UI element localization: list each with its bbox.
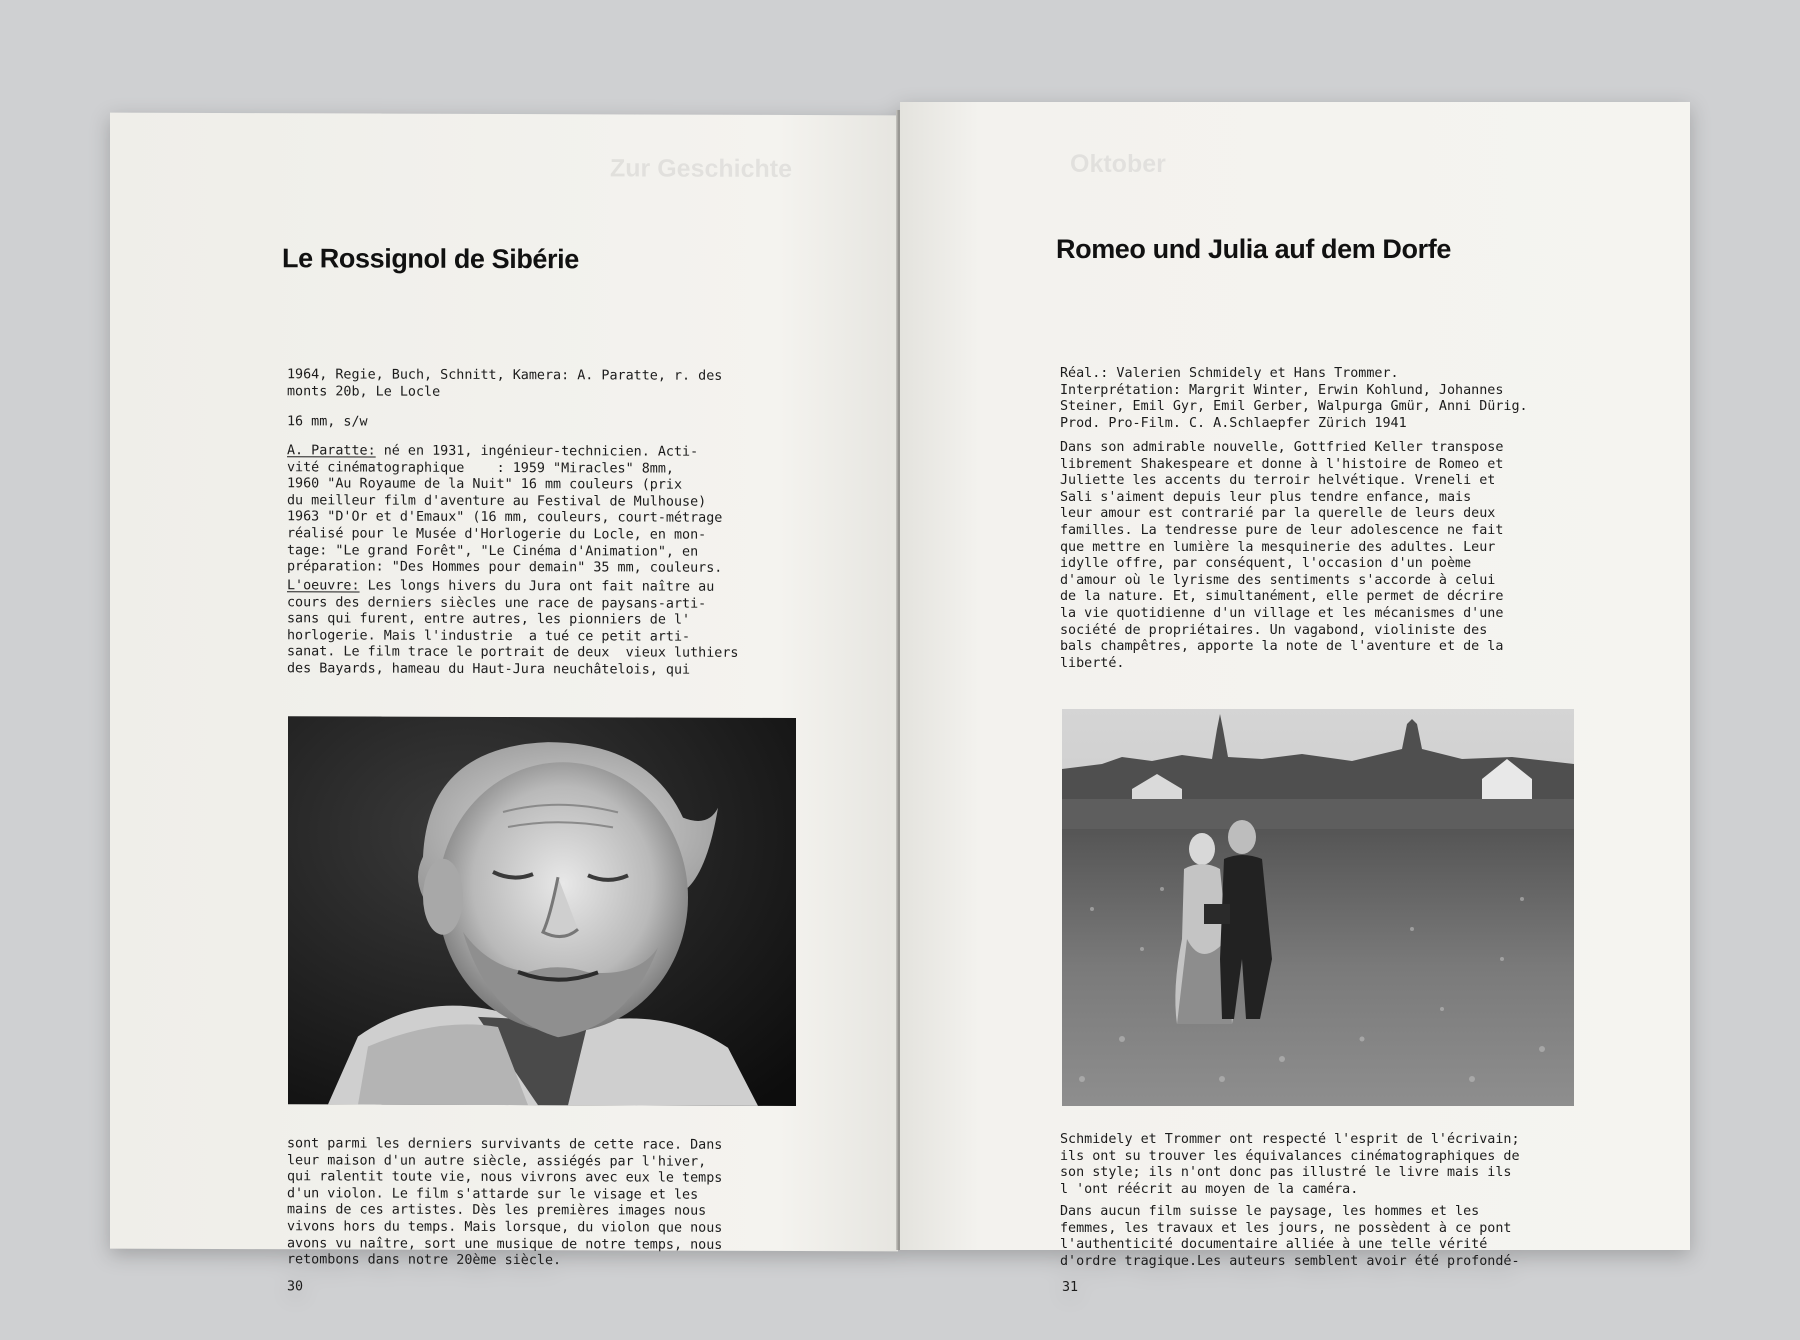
bio-line: 1963 "D'Or et d'Emaux" (16 mm, couleurs, court-métrage (287, 509, 723, 527)
right-page (900, 102, 1690, 1295)
couple-field-photo-image (1062, 709, 1574, 1106)
bio-line: vité cinématographique : 1959 "Miracles" 8mm, (287, 459, 674, 477)
closing-paragraph: Dans aucun film suisse le paysage, les hommes et les femmes, les travaux et les jours, ne possèdent à ce pont l'authenticité documentaire alliée à une telle vérité d'ordre tragique.Les auteurs semblent avoir été profondé- (1060, 1204, 1520, 1269)
oeuvre-line: Les longs hivers du Jura ont fait naître au (359, 578, 715, 595)
bio-label: A. Paratte: (287, 443, 376, 459)
left-page (110, 113, 898, 1295)
oeuvre-paragraph (287, 578, 738, 679)
oeuvre-line: des Bayards, hameau du Haut-Jura neuchâtelois, qui (287, 661, 691, 678)
page-title: Le Rossignol de Sibérie (282, 243, 579, 275)
credits-line: monts 20b, Le Locle (287, 383, 441, 400)
bio-line: tage: "Le grand Forêt", "Le Cinéma d'Animation", en (287, 542, 699, 560)
oeuvre-line: horlogerie. Mais l'industrie a tué ce petit arti- (287, 628, 691, 645)
bio-line: du meilleur film d'aventure au Festival de Mulhouse) (287, 493, 707, 510)
credits: Réal.: Valerien Schmidely et Hans Trommer. Interprétation: Margrit Winter, Erwin Kohlund, Johannes Steiner, Emil Gyr, Emil Gerber, Walpurga Gmür, Anni Dürig. Prod. Pro-Film. C. A.Schlaepfer Zürich 1941 (1060, 366, 1528, 431)
format-line: 16 mm, s/w (287, 414, 368, 430)
page-number: 31 (1062, 1280, 1079, 1295)
analysis-paragraph: Schmidely et Trommer ont respecté l'esprit de l'écrivain; ils ont su trouver les équivalances cinématographiques de son style; ils n'ont donc pas illustré le livre mais ils l 'ont réécrit au moyen de la caméra. (1060, 1132, 1520, 1197)
portrait-photo-image (288, 716, 796, 1106)
bio-line: réalisé pour le Musée d'Horlogerie du Locle, en mon- (287, 526, 707, 543)
portrait-photo (288, 716, 796, 1106)
open-booklet (110, 100, 1690, 1295)
show-through-text: Oktober (1070, 150, 1166, 178)
page-number: 30 (287, 1279, 304, 1295)
credits (287, 367, 722, 402)
closing-paragraph: sont parmi les derniers survivants de cette race. Dans leur maison d'un autre siècle, assiégés par l'hiver, qui ralentit toute vie, nous vivrons avec eux le temps d'un violon. Le film s'attarde sur le visage et les mains de ces artistes. Dès les premières images nous vivons hors du temps. Mais lorsque, du violon que nous avons vu naître, sort une musique de notre temps, nous retombons dans notre 20ème siècle. (287, 1136, 723, 1269)
credits-line: 1964, Regie, Buch, Schnitt, Kamera: A. Paratte, r. des (287, 367, 723, 384)
bio-line: né en 1931, ingénieur-technicien. Acti- (375, 443, 699, 460)
bio-line: 1960 "Au Royaume de la Nuit" 16 mm couleurs (prix (287, 476, 683, 493)
oeuvre-line: sans qui furent, entre autres, les pionniers de l' (287, 611, 691, 628)
oeuvre-line: sanat. Le film trace le portrait de deux vieux luthiers (287, 644, 739, 662)
oeuvre-line: cours des derniers siècles une race de paysans-arti- (287, 594, 707, 612)
couple-field-photo (1062, 709, 1574, 1106)
oeuvre-label: L'oeuvre: (287, 578, 360, 594)
synopsis-paragraph: Dans son admirable nouvelle, Gottfried Keller transpose librement Shakespeare et donne à l'histoire de Romeo et Juliette les accents du terroir helvétique. Vreneli et Sali s'aiment depuis leur plus tendre enfance, mais leur amour est contrarié par la querelle de leurs deux familles. La tendresse pure de leur adolescence ne fait que mettre en lumière la mesquinerie des adultes. Leur idylle offre, par conséquent, l'occasion d'un poème d'amour où le lyrisme des sentiments s'accorde à celui de la nature. Et, simultanément, elle permet de décrire la vie quotidienne d'un village et les mécanismes d'une société de propriétaires. Un vagabond, violiniste des bals champêtres, apporte la note de l'aventure et de la liberté. (1060, 440, 1504, 671)
show-through-text: Zur Geschichte (610, 154, 792, 184)
bio-line: préparation: "Des Hommes pour demain" 35 mm, couleurs. (287, 559, 723, 576)
page-title: Romeo und Julia auf dem Dorfe (1056, 234, 1451, 264)
bio-paragraph (287, 443, 722, 577)
